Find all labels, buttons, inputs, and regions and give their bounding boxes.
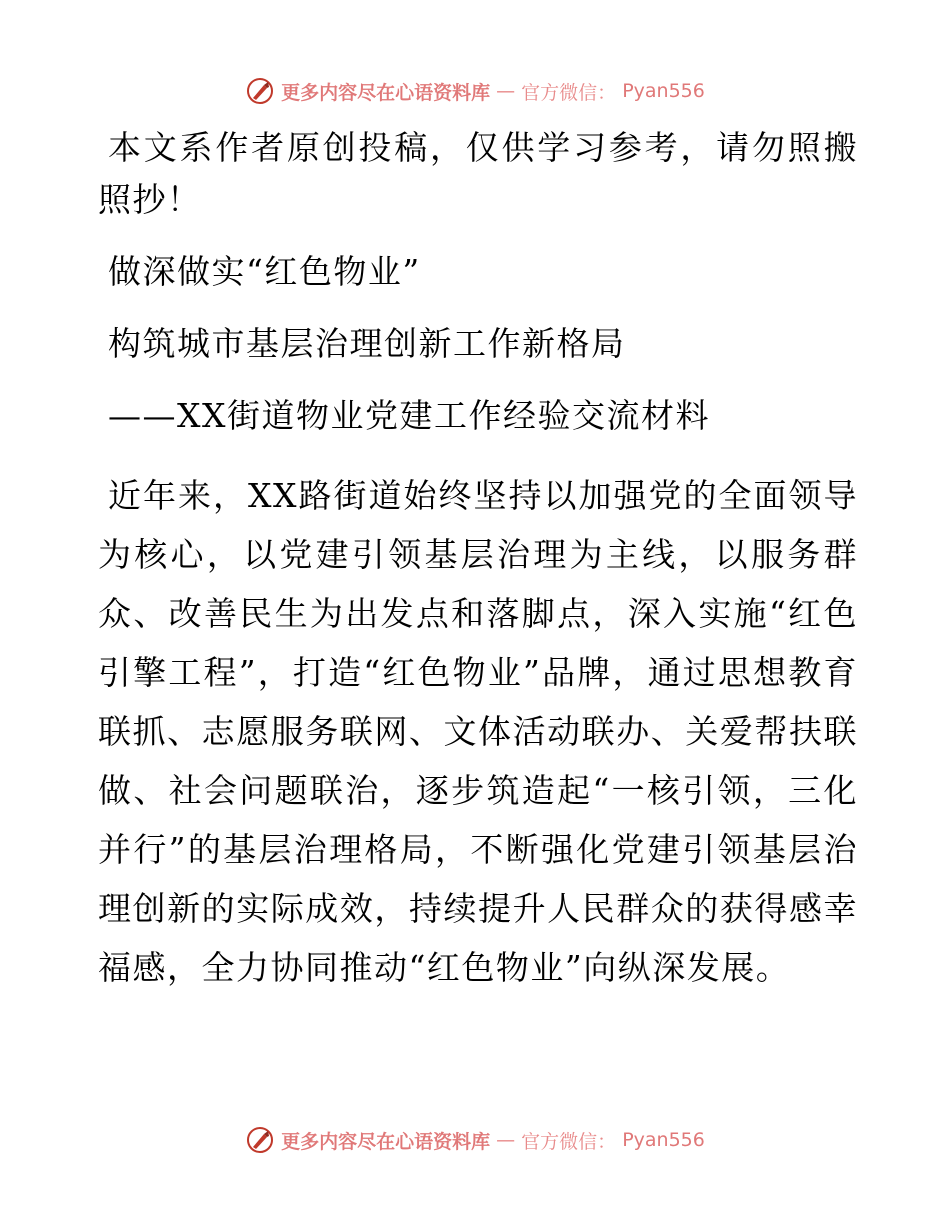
title-line-2: 构筑城市基层治理创新工作新格局 [108, 324, 626, 363]
watermark-main-text: 更多内容尽在心语资料库 [281, 81, 491, 104]
pen-nib-circle-icon [245, 1125, 275, 1155]
watermark-main-text: 更多内容尽在心语资料库 [281, 1130, 491, 1153]
copyright-notice: 本文系作者原创投稿，仅供学习参考，请勿照搬照抄！ [98, 128, 858, 219]
watermark-wechat-id: Pyan556 [622, 80, 705, 102]
document-subtitle: ——XX街道物业党建工作经验交流材料 [108, 396, 710, 435]
body-paragraph: 近年来，XX路街道始终坚持以加强党的全面领导为核心，以党建引领基层治理为主线，以服务群众、改善民生为出发点和落脚点，深入实施“红色引擎工程”，打造“红色物业”品牌，通过思想教育联抓、志愿服务联网、文体活动联办、关爱帮扶联做、社会问题联治，逐步筑造起“一核引领，三化并行”的基层治理格局，不断强化党建引领基层治理创新的实际成效，持续提升人民群众的获得感幸福感，全力协同推动“红色物业”向纵深发展。 [98, 476, 858, 987]
watermark-sub-text: 官方微信： [521, 1130, 617, 1153]
watermark-sub-text: 官方微信： [521, 81, 617, 104]
header-watermark [0, 71, 950, 111]
pen-nib-circle-icon [245, 76, 275, 106]
watermark-separator: — [496, 1129, 516, 1151]
document-body [98, 122, 858, 997]
watermark-wechat-id: Pyan556 [622, 1129, 705, 1151]
footer-watermark [0, 1120, 950, 1160]
title-line-1: 做深做实“红色物业” [108, 252, 421, 291]
watermark-separator: — [496, 80, 516, 102]
